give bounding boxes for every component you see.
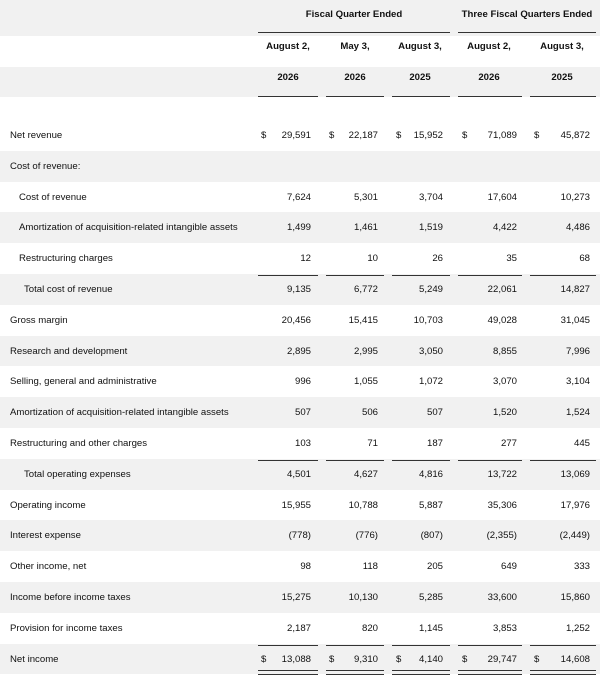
- row-value: 5,285: [418, 592, 443, 603]
- column-header-year: 2026: [277, 72, 299, 83]
- column-header-date: August 3,: [398, 41, 442, 52]
- row-value: 10,788: [348, 499, 378, 511]
- row-value: 15,952: [413, 130, 443, 141]
- row-label: Selling, general and administrative: [10, 376, 157, 388]
- row-value: 6,772: [353, 284, 378, 295]
- row-value: 4,501: [286, 468, 311, 480]
- row-value: 17,976: [560, 499, 590, 511]
- dollar-sign: $: [396, 653, 402, 665]
- row-value: 820: [361, 622, 378, 634]
- row-value: 3,853: [492, 622, 517, 634]
- row-value: 1,524: [565, 407, 590, 419]
- subtotal-rule: [258, 275, 318, 276]
- subtotal-rule: [458, 645, 522, 646]
- row-value: 507: [426, 407, 443, 419]
- subtotal-rule: [392, 460, 450, 461]
- row-value: 506: [361, 407, 378, 419]
- row-value: 71,089: [487, 130, 517, 141]
- row-label: Research and development: [10, 345, 128, 357]
- row-value: 3,070: [492, 376, 517, 388]
- row-value: 13,722: [487, 468, 517, 480]
- row-value: 35: [506, 253, 517, 265]
- row-label: Amortization of acquisition-related intangible assets: [19, 222, 238, 234]
- spacer-band: [0, 97, 600, 119]
- group-header-three-quarters: Three Fiscal Quarters Ended: [461, 9, 593, 20]
- row-label: Operating income: [10, 499, 86, 511]
- row-value: (807): [420, 530, 443, 542]
- row-value: 3,050: [418, 345, 443, 357]
- row-value: (776): [355, 530, 378, 542]
- row-value: 4,627: [353, 468, 378, 480]
- row-value: 1,252: [565, 622, 590, 634]
- row-value: 187: [426, 438, 443, 449]
- row-value: 445: [573, 438, 590, 449]
- row-value: 22,061: [487, 284, 517, 295]
- row-value: 5,249: [418, 284, 443, 295]
- row-value: 45,872: [560, 130, 590, 141]
- row-value: 13,088: [281, 653, 311, 665]
- row-value: (778): [288, 530, 311, 542]
- row-label: Restructuring and other charges: [10, 438, 148, 449]
- dollar-sign: $: [462, 653, 468, 665]
- row-label: Total cost of revenue: [24, 284, 113, 295]
- row-value: 98: [300, 561, 311, 573]
- column-header-date: August 2,: [467, 41, 511, 52]
- row-value: 3,704: [418, 191, 443, 203]
- row-label: Other income, net: [10, 561, 87, 573]
- row-value: 68: [579, 253, 590, 265]
- row-value: 35,306: [487, 499, 517, 511]
- row-value: 22,187: [348, 130, 378, 141]
- subtotal-rule: [392, 275, 450, 276]
- column-header-year: 2025: [551, 72, 573, 83]
- dollar-sign: $: [261, 653, 267, 665]
- subtotal-rule: [258, 460, 318, 461]
- row-label: Interest expense: [10, 530, 81, 542]
- row-label: Amortization of acquisition-related intangible assets: [10, 407, 229, 419]
- row-value: 9,310: [353, 653, 378, 665]
- row-value: 14,608: [560, 653, 590, 665]
- group-header-fiscal-quarter: Fiscal Quarter Ended: [305, 9, 403, 20]
- double-underline: [458, 670, 522, 675]
- row-value: 1,519: [418, 222, 443, 234]
- row-value: 2,187: [286, 622, 311, 634]
- row-value: 20,456: [281, 314, 311, 326]
- row-value: 31,045: [560, 314, 590, 326]
- row-value: 2,895: [286, 345, 311, 357]
- row-value: 4,140: [418, 653, 443, 665]
- row-value: 29,747: [487, 653, 517, 665]
- row-value: 15,955: [281, 499, 311, 511]
- subtotal-rule: [326, 275, 384, 276]
- subtotal-rule: [258, 645, 318, 646]
- row-value: 71: [367, 438, 378, 449]
- row-value: 15,415: [348, 314, 378, 326]
- double-underline: [530, 670, 596, 675]
- row-value: 118: [362, 561, 378, 573]
- row-value: (2,449): [559, 530, 590, 542]
- row-label: Provision for income taxes: [10, 622, 123, 634]
- row-label: Net revenue: [10, 130, 63, 141]
- row-value: 205: [426, 561, 443, 573]
- dollar-sign: $: [462, 130, 468, 141]
- column-header-year: 2026: [478, 72, 500, 83]
- row-value: 1,145: [418, 622, 443, 634]
- subtotal-rule: [326, 645, 384, 646]
- row-value: 7,624: [286, 191, 311, 203]
- row-value: 277: [500, 438, 517, 449]
- row-value: 1,055: [353, 376, 378, 388]
- row-label: Cost of revenue: [19, 191, 87, 203]
- column-header-date: August 3,: [540, 41, 584, 52]
- row-value: 7,996: [565, 345, 590, 357]
- row-value: 10,703: [413, 314, 443, 326]
- row-value: 103: [294, 438, 311, 449]
- row-value: 13,069: [560, 468, 590, 480]
- row-value: 1,461: [353, 222, 378, 234]
- row-value: 3,104: [565, 376, 590, 388]
- group-underline-three-quarters: [458, 32, 596, 33]
- row-value: (2,355): [486, 530, 517, 542]
- subtotal-rule: [530, 645, 596, 646]
- row-value: 2,995: [353, 345, 378, 357]
- row-value: 649: [500, 561, 517, 573]
- row-value: 17,604: [487, 191, 517, 203]
- row-value: 12: [300, 253, 311, 265]
- row-value: 10,273: [560, 191, 590, 203]
- column-header-year: 2026: [344, 72, 366, 83]
- subtotal-rule: [392, 645, 450, 646]
- row-value: 1,520: [492, 407, 517, 419]
- subtotal-rule: [530, 460, 596, 461]
- row-value: 33,600: [487, 592, 517, 603]
- row-value: 26: [432, 253, 443, 265]
- subtotal-rule: [530, 275, 596, 276]
- row-value: 15,275: [281, 592, 311, 603]
- dollar-sign: $: [329, 653, 335, 665]
- row-value: 5,887: [418, 499, 443, 511]
- subtotal-rule: [326, 460, 384, 461]
- row-label: Restructuring charges: [19, 253, 113, 265]
- row-value: 4,816: [418, 468, 443, 480]
- subtotal-rule: [458, 275, 522, 276]
- row-label: Cost of revenue:: [10, 160, 81, 172]
- column-header-date: May 3,: [340, 41, 370, 52]
- row-band: [0, 151, 600, 182]
- row-value: 507: [294, 407, 311, 419]
- group-underline-fiscal-quarter: [258, 32, 450, 33]
- row-value: 29,591: [281, 130, 311, 141]
- column-header-date: August 2,: [266, 41, 310, 52]
- column-header-year: 2025: [409, 72, 431, 83]
- row-value: 10: [367, 253, 378, 265]
- row-value: 49,028: [487, 314, 517, 326]
- row-label: Net income: [10, 653, 59, 665]
- row-label: Gross margin: [10, 314, 68, 326]
- row-value: 333: [573, 561, 590, 573]
- double-underline: [258, 670, 318, 675]
- row-value: 10,130: [348, 592, 378, 603]
- row-label: Total operating expenses: [24, 468, 131, 480]
- double-underline: [326, 670, 384, 675]
- row-value: 9,135: [286, 284, 311, 295]
- row-label: Income before income taxes: [10, 592, 131, 603]
- row-value: 4,486: [565, 222, 590, 234]
- row-value: 14,827: [560, 284, 590, 295]
- double-underline: [392, 670, 450, 675]
- row-value: 8,855: [492, 345, 517, 357]
- dollar-sign: $: [534, 653, 540, 665]
- dollar-sign: $: [329, 130, 335, 141]
- dollar-sign: $: [396, 130, 402, 141]
- row-value: 1,072: [418, 376, 443, 388]
- row-value: 1,499: [286, 222, 311, 234]
- dollar-sign: $: [261, 130, 267, 141]
- row-value: 996: [294, 376, 311, 388]
- subtotal-rule: [458, 460, 522, 461]
- row-value: 15,860: [560, 592, 590, 603]
- row-value: 5,301: [353, 191, 378, 203]
- row-value: 4,422: [492, 222, 517, 234]
- dollar-sign: $: [534, 130, 540, 141]
